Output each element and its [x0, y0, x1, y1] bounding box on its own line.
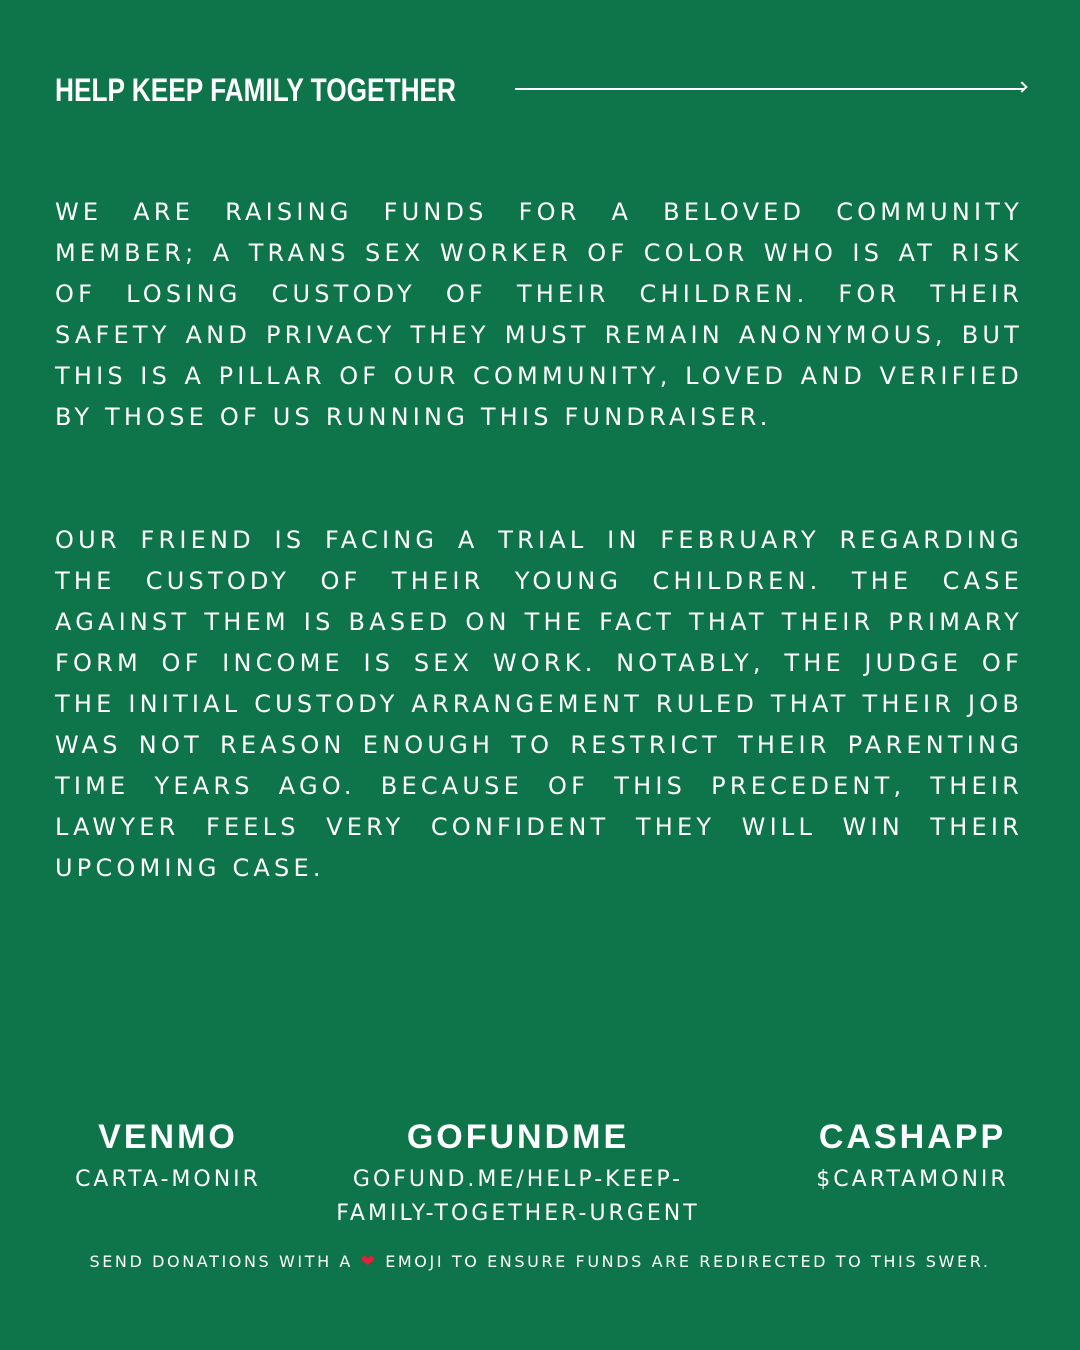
footer-text-after: EMOJI TO ENSURE FUNDS ARE REDIRECTED TO THIS SWER. [385, 1252, 991, 1271]
arrow-right-icon [515, 88, 1025, 90]
venmo-block [48, 1115, 288, 1197]
venmo-handle: CARTA-MONIR [75, 1167, 261, 1192]
gofundme-link-line-2: FAMILY-TOGETHER-URGENT [336, 1201, 700, 1226]
cashapp-label: CASHAPP [818, 1118, 1007, 1156]
header [55, 68, 1025, 112]
footer-text-before: SEND DONATIONS WITH A [89, 1252, 353, 1271]
gofundme-link [300, 1163, 736, 1231]
cashapp-handle: $CARTAMONIR [816, 1167, 1009, 1192]
gofundme-link-line-1: GOFUND.ME/HELP-KEEP- [352, 1167, 684, 1192]
venmo-label: VENMO [98, 1118, 238, 1156]
heart-icon: ❤ [360, 1252, 378, 1272]
cashapp-block [790, 1115, 1035, 1197]
page-title: HELP KEEP FAMILY TOGETHER [55, 71, 456, 108]
gofundme-label: GOFUNDME [406, 1118, 630, 1156]
gofundme-block [300, 1115, 736, 1231]
footer-note [0, 1252, 1080, 1272]
paragraph-trial: OUR FRIEND IS FACING A TRIAL IN FEBRUARY REGARDING THE CUSTODY OF THEIR YOUNG CHILDREN. THE CASE AGAINST THEM IS BASED ON THE FACT THAT THEIR PRIMARY FORM OF INCOME IS SEX WORK. NOTABLY, THE JUDGE OF THE INITIAL CUSTODY ARRANGEMENT RULED THAT THEIR JOB WAS NOT REASON ENOUGH TO RESTRICT THEIR PARENTING TIME YEARS AGO. BECAUSE OF THIS PRECEDENT, THEIR LAWYER FEELS VERY CONFIDENT THEY WILL WIN THEIR UPCOMING CASE. [55, 526, 1023, 882]
paragraph-intro: WE ARE RAISING FUNDS FOR A BELOVED COMMUNITY MEMBER; A TRANS SEX WORKER OF COLOR WHO IS AT RISK OF LOSING CUSTODY OF THEIR CHILDREN. FOR THEIR SAFETY AND PRIVACY THEY MUST REMAIN ANONYMOUS, BUT THIS IS A PILLAR OF OUR COMMUNITY, LOVED AND VERIFIED BY THOSE OF US RUNNING THIS FUNDRAISER. [55, 198, 1023, 431]
